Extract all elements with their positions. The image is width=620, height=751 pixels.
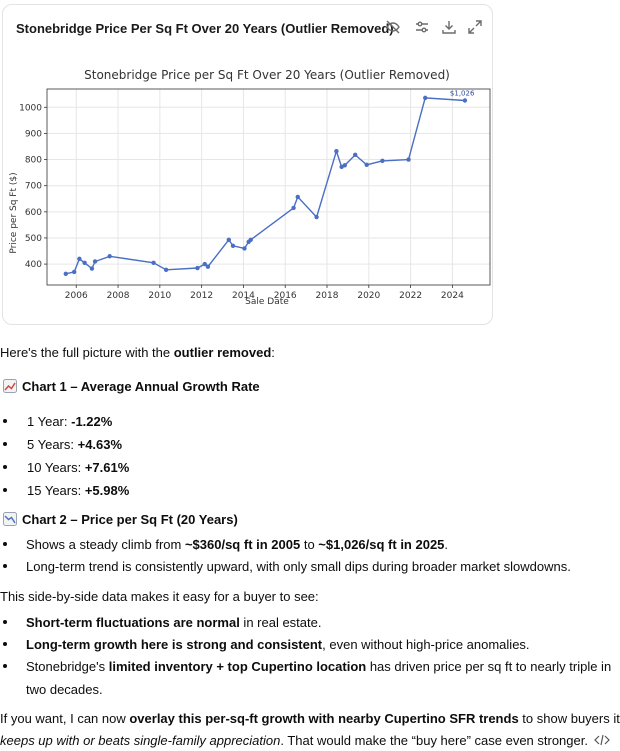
- data-point: [353, 153, 357, 157]
- x-tick-label: 2012: [190, 291, 214, 301]
- x-tick-label: 2008: [106, 291, 130, 301]
- data-point: [291, 206, 295, 210]
- data-point: [231, 244, 235, 248]
- bullet-dot: [3, 542, 7, 546]
- data-point: [380, 159, 384, 163]
- data-point: [107, 254, 111, 258]
- bullet-dot: [3, 488, 7, 492]
- y-tick-label: 1000: [19, 103, 42, 114]
- data-label-last: $1,026: [449, 89, 475, 98]
- bullet-dot: [3, 419, 7, 423]
- y-tick-label: 600: [24, 207, 42, 218]
- chart2-heading: Chart 2 – Price per Sq Ft (20 Years): [3, 511, 603, 528]
- data-point: [365, 163, 369, 167]
- x-tick-label: 2020: [357, 291, 381, 301]
- chart-increasing-icon: [3, 379, 17, 393]
- data-point: [334, 149, 338, 153]
- growth-item-15y: 15 Years: +5.98%: [27, 483, 130, 498]
- y-tick-label: 700: [24, 181, 42, 192]
- data-point: [164, 268, 168, 272]
- y-tick-label: 900: [24, 129, 42, 140]
- x-tick-label: 2016: [273, 291, 297, 301]
- hide-icon[interactable]: [384, 18, 402, 36]
- bullet-dot: [3, 442, 7, 446]
- summary-bullet-2: Long-term growth here is strong and consistent, even without high-price anomalies.: [26, 637, 530, 652]
- bullet-dot: [3, 620, 7, 624]
- settings-icon[interactable]: [413, 18, 431, 36]
- expand-icon[interactable]: [466, 18, 484, 36]
- y-tick-label: 800: [24, 155, 42, 166]
- data-point: [314, 215, 318, 219]
- data-point: [72, 270, 76, 274]
- chart2-bullet-2: Long-term trend is consistently upward, with only small dips during broader market slowdowns.: [26, 559, 571, 574]
- chart-grid: [47, 89, 490, 285]
- chart-decreasing-icon: [3, 512, 17, 526]
- data-point: [249, 238, 253, 242]
- chart-title: Stonebridge Price per Sq Ft Over 20 Years (Outlier Removed): [84, 68, 450, 82]
- data-point: [93, 259, 97, 263]
- line-chart: [3, 65, 494, 315]
- data-point: [151, 261, 155, 265]
- data-point: [227, 238, 231, 242]
- chart2-bullet-1: Shows a steady climb from ~$360/sq ft in 2005 to ~$1,026/sq ft in 2025.: [26, 537, 449, 552]
- code-icon[interactable]: [594, 734, 610, 746]
- data-point: [90, 266, 94, 270]
- x-tick-label: 2010: [148, 291, 172, 301]
- summary-bullet-3: Stonebridge's limited inventory + top Cupertino location has driven price per sq ft to nearly triple in: [26, 659, 612, 674]
- intro-text: Here's the full picture with the outlier removed:: [0, 345, 275, 360]
- download-icon[interactable]: [440, 18, 458, 36]
- data-point: [206, 265, 210, 269]
- x-tick-label: 2022: [399, 291, 423, 301]
- x-tick-label: 2018: [315, 291, 339, 301]
- closing-line-2: keeps up with or beats single-family appreciation. That would make the “buy here” case even stronger.: [0, 732, 600, 749]
- growth-item-10y: 10 Years: +7.61%: [27, 460, 130, 475]
- y-tick-label: 400: [24, 260, 42, 271]
- x-tick-label: 2014: [231, 291, 255, 301]
- bullet-dot: [3, 465, 7, 469]
- y-axis-label: Price per Sq Ft ($): [9, 172, 19, 254]
- x-tick-label: 2006: [64, 291, 88, 301]
- bullet-dot: [3, 564, 7, 568]
- data-point: [423, 96, 427, 100]
- closing-line-1: If you want, I can now overlay this per-sq-ft growth with nearby Cupertino SFR trends to show buyers it: [0, 711, 620, 726]
- summary-lead: This side-by-side data makes it easy for a buyer to see:: [0, 589, 319, 604]
- x-axis-label: Sale Date: [245, 297, 289, 307]
- data-point: [77, 257, 81, 261]
- bullet-dot: [3, 642, 7, 646]
- x-tick-label: 2024: [440, 291, 464, 301]
- chart1-heading: Chart 1 – Average Annual Growth Rate: [3, 378, 603, 395]
- data-point: [296, 195, 300, 199]
- data-point: [82, 261, 86, 265]
- plot-frame: [47, 89, 490, 285]
- data-point: [463, 98, 467, 102]
- data-point: [406, 157, 410, 161]
- data-point: [195, 266, 199, 270]
- data-point: [242, 246, 246, 250]
- chart-series: [64, 89, 475, 275]
- data-point: [64, 272, 68, 276]
- chart-card: [2, 4, 493, 325]
- growth-item-5y: 5 Years: +4.63%: [27, 437, 123, 452]
- card-title: Stonebridge Price Per Sq Ft Over 20 Years (Outlier Removed): [16, 21, 394, 36]
- summary-bullet-1: Short-term fluctuations are normal in real estate.: [26, 615, 322, 630]
- growth-item-1y: 1 Year: -1.22%: [27, 414, 113, 429]
- summary-bullet-3-cont: two decades.: [26, 682, 103, 697]
- data-point: [343, 163, 347, 167]
- bullet-dot: [3, 664, 7, 668]
- y-tick-label: 500: [24, 233, 42, 244]
